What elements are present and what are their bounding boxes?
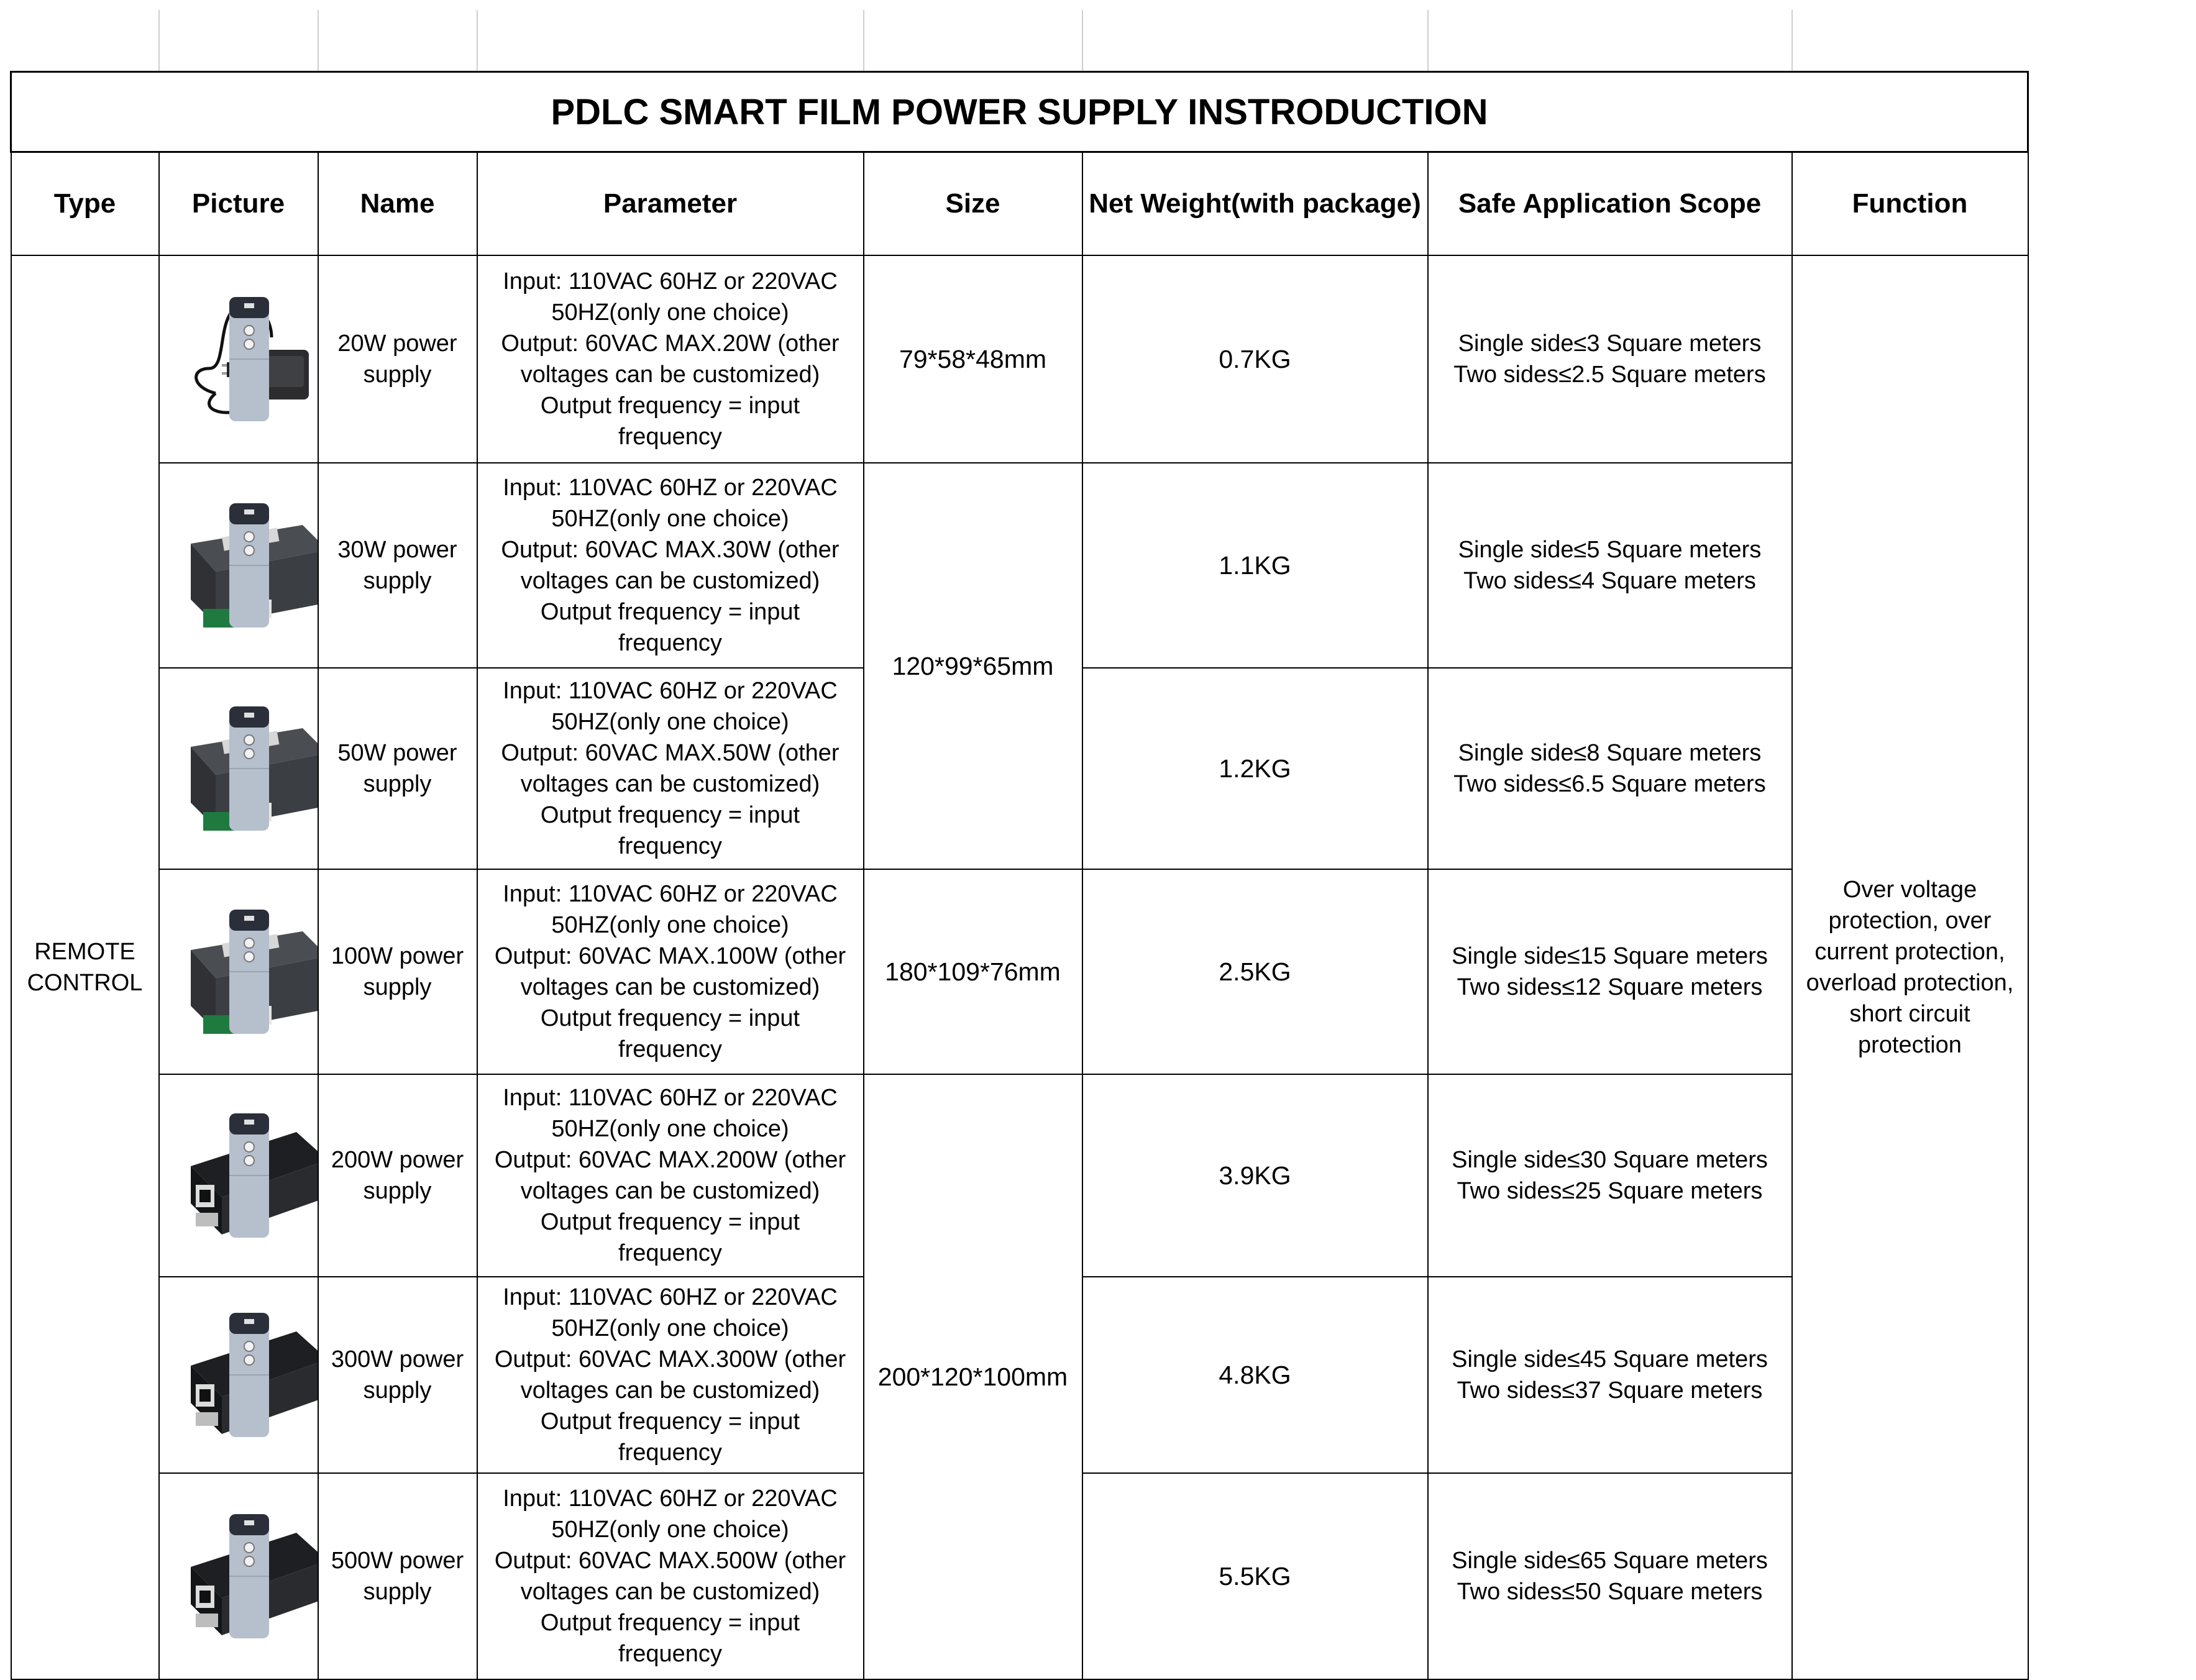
scope-line: Two sides≤25 Square meters	[1457, 1178, 1763, 1204]
scope-line: Two sides≤50 Square meters	[1457, 1579, 1763, 1605]
blank-cell	[318, 10, 477, 72]
blank-row	[11, 10, 2028, 72]
scope-cell	[1428, 1277, 1792, 1473]
parameter-cell	[477, 463, 864, 668]
table-row	[11, 869, 2028, 1074]
type-cell: REMOTE CONTROL	[11, 255, 159, 1679]
weight-cell: 5.5KG	[1082, 1473, 1428, 1679]
parameter-line: voltages can be customized)	[520, 1178, 820, 1204]
scope-cell	[1428, 1473, 1792, 1679]
scope-line: Two sides≤12 Square meters	[1457, 974, 1763, 1000]
name-cell: 200W power supply	[318, 1074, 477, 1277]
parameter-line: Output: 60VAC MAX.30W (other	[501, 537, 840, 563]
picture-cell	[159, 668, 318, 869]
name-cell: 30W power supply	[318, 463, 477, 668]
remote-control-icon	[224, 1113, 274, 1238]
header-type: Type	[11, 152, 159, 256]
parameter-line: 50HZ(only one choice)	[551, 1315, 789, 1341]
picture-cell	[159, 1074, 318, 1277]
parameter-line: voltages can be customized)	[520, 1377, 820, 1404]
parameter-line: Input: 110VAC 60HZ or 220VAC	[503, 1486, 838, 1512]
blank-cell	[159, 10, 318, 72]
parameter-cell	[477, 1277, 864, 1473]
blank-cell	[477, 10, 864, 72]
parameter-line: Output: 60VAC MAX.50W (other	[501, 740, 840, 766]
scope-line: Single side≤15 Square meters	[1452, 943, 1768, 969]
parameter-line: Input: 110VAC 60HZ or 220VAC	[503, 678, 838, 704]
remote-control-icon	[224, 297, 274, 421]
scope-cell	[1428, 1074, 1792, 1277]
parameter-line: 50HZ(only one choice)	[551, 912, 789, 938]
header-parameter: Parameter	[477, 152, 864, 256]
scope-line: Single side≤65 Square meters	[1452, 1548, 1768, 1574]
parameter-line: Input: 110VAC 60HZ or 220VAC	[503, 475, 838, 501]
parameter-line: frequency	[618, 833, 722, 859]
scope-line: Two sides≤6.5 Square meters	[1453, 771, 1766, 797]
parameter-line: Output frequency = input	[540, 1610, 800, 1636]
parameter-line: Output: 60VAC MAX.20W (other	[501, 331, 840, 357]
parameter-line: Output frequency = input	[540, 1005, 800, 1031]
name-cell: 100W power supply	[318, 869, 477, 1074]
weight-cell: 3.9KG	[1082, 1074, 1428, 1277]
header-function: Function	[1792, 152, 2028, 256]
blank-cell	[1792, 10, 2028, 72]
parameter-line: Output frequency = input	[540, 1209, 800, 1235]
parameter-line: frequency	[618, 1641, 722, 1667]
parameter-line: frequency	[618, 1036, 722, 1062]
scope-cell	[1428, 255, 1792, 463]
size-cell: 120*99*65mm	[864, 463, 1082, 869]
blank-cell	[864, 10, 1082, 72]
header-picture: Picture	[159, 152, 318, 256]
picture-cell	[159, 869, 318, 1074]
weight-cell: 2.5KG	[1082, 869, 1428, 1074]
parameter-line: Input: 110VAC 60HZ or 220VAC	[503, 881, 838, 907]
picture-cell	[159, 463, 318, 668]
weight-cell: 4.8KG	[1082, 1277, 1428, 1473]
table-body	[11, 255, 2028, 1679]
scope-line: Single side≤8 Square meters	[1458, 740, 1762, 766]
parameter-line: 50HZ(only one choice)	[551, 506, 789, 532]
parameter-cell	[477, 255, 864, 463]
picture-cell	[159, 1473, 318, 1679]
remote-control-icon	[224, 1313, 274, 1437]
scope-line: Two sides≤37 Square meters	[1457, 1377, 1763, 1404]
blank-cell	[11, 10, 159, 72]
scope-line: Single side≤30 Square meters	[1452, 1147, 1768, 1173]
parameter-line: Output frequency = input	[540, 599, 800, 625]
parameter-line: 50HZ(only one choice)	[551, 709, 789, 735]
parameter-line: voltages can be customized)	[520, 568, 820, 594]
header-weight: Net Weight(with package)	[1082, 152, 1428, 256]
picture-cell	[159, 255, 318, 463]
size-cell: 79*58*48mm	[864, 255, 1082, 463]
name-cell: 50W power supply	[318, 668, 477, 869]
header-row	[11, 152, 2028, 256]
parameter-cell	[477, 869, 864, 1074]
scope-line: Two sides≤2.5 Square meters	[1453, 362, 1766, 388]
parameter-cell	[477, 668, 864, 869]
size-cell: 200*120*100mm	[864, 1074, 1082, 1679]
blank-cell	[1428, 10, 1792, 72]
parameter-line: Input: 110VAC 60HZ or 220VAC	[503, 1284, 838, 1310]
parameter-line: Output frequency = input	[540, 802, 800, 828]
scope-line: Single side≤5 Square meters	[1458, 537, 1762, 563]
remote-control-icon	[224, 1514, 274, 1638]
blank-cell	[1082, 10, 1428, 72]
parameter-line: Output: 60VAC MAX.300W (other	[494, 1346, 846, 1372]
parameter-line: 50HZ(only one choice)	[551, 1517, 789, 1543]
parameter-line: Output: 60VAC MAX.200W (other	[494, 1147, 846, 1173]
parameter-line: frequency	[618, 1240, 722, 1266]
parameter-line: Output: 60VAC MAX.100W (other	[494, 943, 846, 969]
header-scope: Safe Application Scope	[1428, 152, 1792, 256]
scope-line: Single side≤3 Square meters	[1458, 331, 1762, 357]
weight-cell: 1.2KG	[1082, 668, 1428, 869]
parameter-line: 50HZ(only one choice)	[551, 299, 789, 326]
scope-cell	[1428, 869, 1792, 1074]
parameter-line: voltages can be customized)	[520, 974, 820, 1000]
parameter-line: voltages can be customized)	[520, 771, 820, 797]
scope-cell	[1428, 463, 1792, 668]
remote-control-icon	[224, 706, 274, 831]
weight-cell: 0.7KG	[1082, 255, 1428, 463]
parameter-cell	[477, 1473, 864, 1679]
parameter-line: Output frequency = input	[540, 1408, 800, 1435]
parameter-line: Output frequency = input	[540, 393, 800, 419]
parameter-line: voltages can be customized)	[520, 362, 820, 388]
table-title: PDLC SMART FILM POWER SUPPLY INSTRODUCTION	[11, 72, 2028, 152]
header-name: Name	[318, 152, 477, 256]
title-row	[11, 72, 2028, 152]
remote-control-icon	[224, 503, 274, 628]
size-cell: 180*109*76mm	[864, 869, 1082, 1074]
table-row	[11, 463, 2028, 668]
table-row	[11, 255, 2028, 463]
name-cell: 500W power supply	[318, 1473, 477, 1679]
parameter-line: Output: 60VAC MAX.500W (other	[494, 1548, 846, 1574]
scope-line: Two sides≤4 Square meters	[1463, 568, 1756, 594]
parameter-line: frequency	[618, 630, 722, 656]
weight-cell: 1.1KG	[1082, 463, 1428, 668]
function-cell: Over voltage protection, over current protection, overload protection, short circuit protection	[1792, 255, 2028, 1679]
parameter-line: Input: 110VAC 60HZ or 220VAC	[503, 1085, 838, 1111]
parameter-line: 50HZ(only one choice)	[551, 1116, 789, 1142]
parameter-line: frequency	[618, 424, 722, 450]
power-supply-table	[10, 10, 2029, 1680]
name-cell: 300W power supply	[318, 1277, 477, 1473]
parameter-cell	[477, 1074, 864, 1277]
scope-cell	[1428, 668, 1792, 869]
parameter-line: frequency	[618, 1440, 722, 1466]
parameter-line: voltages can be customized)	[520, 1579, 820, 1605]
table-row	[11, 1074, 2028, 1277]
header-size: Size	[864, 152, 1082, 256]
picture-cell	[159, 1277, 318, 1473]
parameter-line: Input: 110VAC 60HZ or 220VAC	[503, 268, 838, 294]
remote-control-icon	[224, 910, 274, 1034]
scope-line: Single side≤45 Square meters	[1452, 1346, 1768, 1372]
name-cell: 20W power supply	[318, 255, 477, 463]
